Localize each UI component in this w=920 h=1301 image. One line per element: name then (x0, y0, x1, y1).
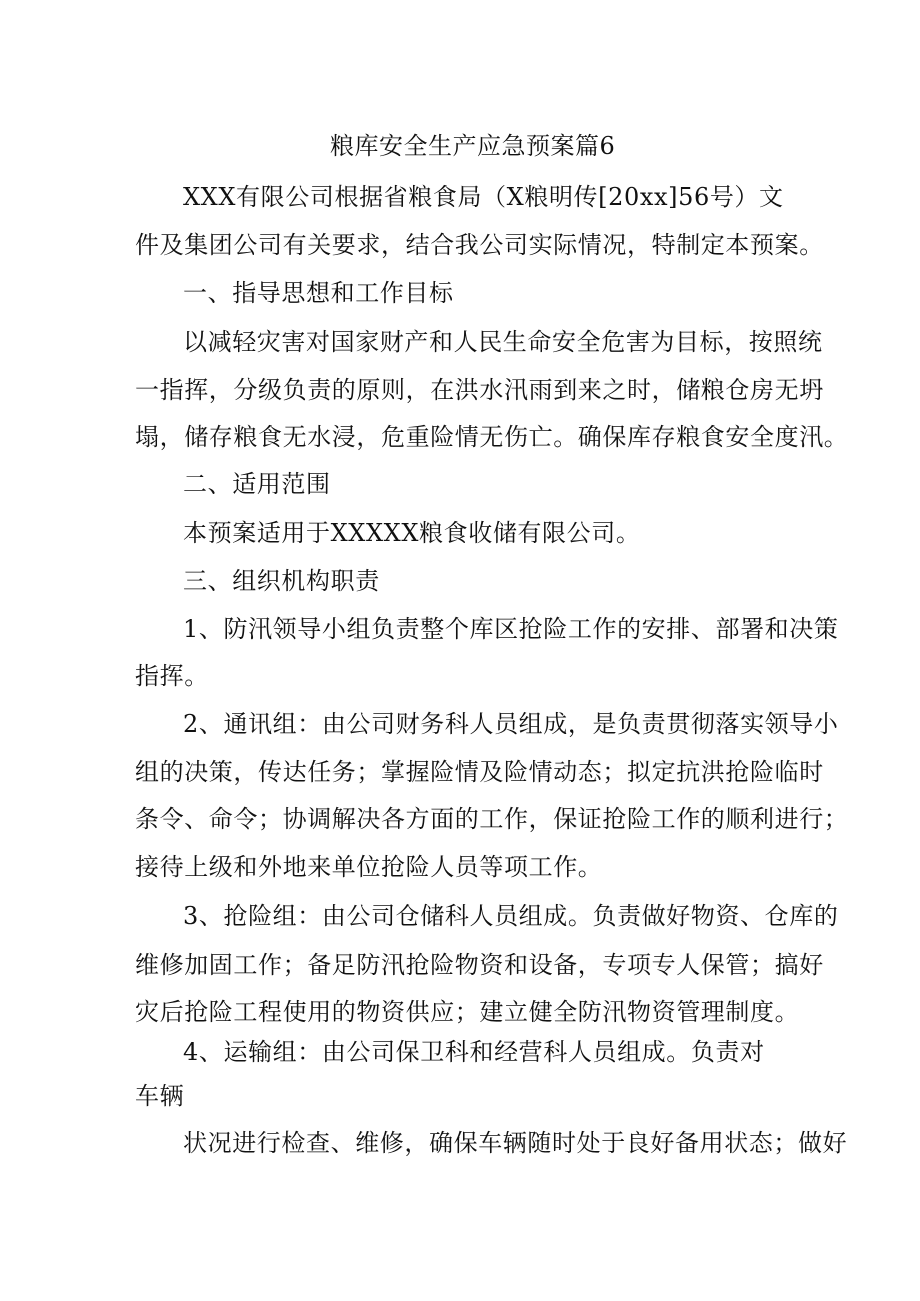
section-heading: 一、指导思想和工作目标 (183, 279, 454, 307)
paragraph-line: 状况进行检查、维修，确保车辆随时处于良好备用状态；做好 (183, 1129, 848, 1157)
paragraph-line: 4、运输组：由公司保卫科和经营科人员组成。负责对 (183, 1038, 765, 1066)
paragraph-line: 2、通讯组：由公司财务科人员组成，是负责贯彻落实领导小 (183, 710, 839, 738)
paragraph-line: 组的决策，传达任务；掌握险情及险情动态；拟定抗洪抢险临时 (135, 758, 824, 786)
paragraph-line: 维修加固工作；备足防汛抢险物资和设备，专项专人保管；搞好 (135, 951, 824, 979)
page-title: 粮库安全生产应急预案篇6 (330, 132, 616, 160)
paragraph-line: 指挥。 (135, 662, 209, 690)
paragraph-line: 车辆 (135, 1082, 185, 1110)
paragraph-line: 条令、命令；协调解决各方面的工作，保证抢险工作的顺利进行； (135, 805, 849, 833)
section-heading: 二、适用范围 (183, 470, 331, 498)
paragraph-line: 灾后抢险工程使用的物资供应；建立健全防汛物资管理制度。 (135, 998, 800, 1026)
paragraph-line: 3、抢险组：由公司仓储科人员组成。负责做好物资、仓库的 (183, 902, 839, 930)
paragraph-line: XXX有限公司根据省粮食局（X粮明传[20xx]56号）文 (183, 183, 784, 211)
paragraph-line: 1、防汛领导小组负责整个库区抢险工作的安排、部署和决策 (183, 615, 839, 643)
paragraph-line: 件及集团公司有关要求，结合我公司实际情况，特制定本预案。 (135, 231, 824, 259)
paragraph-line: 接待上级和外地来单位抢险人员等项工作。 (135, 853, 603, 881)
paragraph-line: 以减轻灾害对国家财产和人民生命安全危害为目标，按照统 (183, 328, 823, 356)
paragraph-line: 一指挥，分级负责的原则，在洪水汛雨到来之时，储粮仓房无坍 (135, 376, 824, 404)
paragraph-line: 本预案适用于XXXXX粮食收储有限公司。 (183, 519, 641, 547)
paragraph-line: 塌，储存粮食无水浸，危重险情无伤亡。确保库存粮食安全度汛。 (135, 423, 849, 451)
section-heading: 三、组织机构职责 (183, 567, 380, 595)
